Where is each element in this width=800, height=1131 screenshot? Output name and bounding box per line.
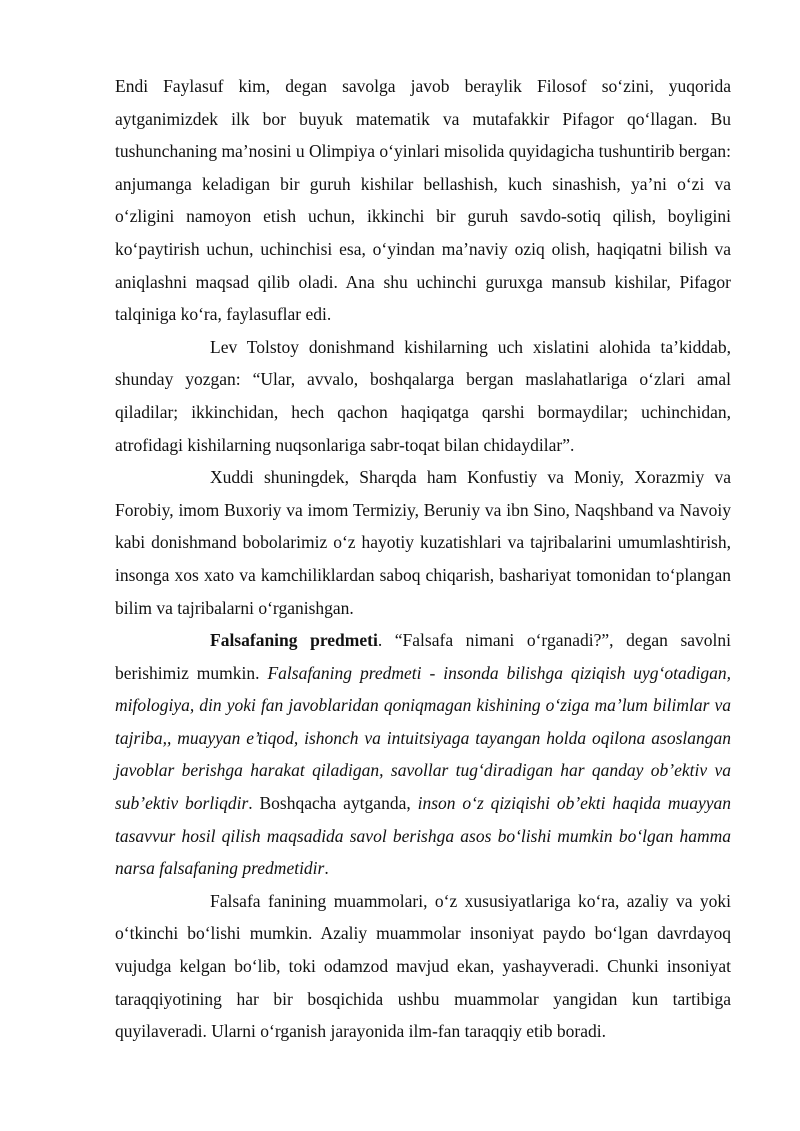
paragraph-philosopher-definition: Endi Faylasuf kim, degan savolga javob beraylik Filosof so‘zini, yuqorida aytganimizdek ilk bor buyuk matematik va mutafakkir Pifagor qo‘llagan. Bu tushunchaning ma’nosini u Olimpiya o‘yinlari misolida quyidagicha tushuntirib bergan: anjumanga keladigan bir guruh kishilar bellashish, kuch sinashish, ya’ni o‘zi va o‘zligini namoyon etish uchun, ikkinchi bir guruh savdo-sotiq qilish, boyligini ko‘paytirish uchun, uchinchisi esa, o‘yindan ma’naviy oziq olish, haqiqatni bilish va aniqlashni maqsad qilib oladi. Ana shu uchinchi guruxga mansub kishilar, Pifagor talqiniga ko‘ra, faylasuflar edi. — [115, 76, 731, 325]
paragraph-tolstoy-quote: Lev Tolstoy donishmand kishilarning uch xislatini alohida ta’kiddab, shunday yozgan: “Ular, avvalo, boshqalarga bergan maslahatlariga o‘zlari amal qiladilar; ikkinchidan, hech qachon haqiqatga qarshi bormaydilar; uchinchidan, atrofidagi kishilarning nuqsonlariga sabr-toqat bilan chidaydilar”. — [115, 336, 731, 455]
section-heading: Falsafaning predmeti — [210, 630, 378, 651]
question-text: . “Falsafa nimani o‘rganadi?”, degan savolni berishimiz mumkin. — [115, 630, 731, 683]
subject-conclusion: inson o‘z qiziqishi ob’ekti haqida muayyan tasavvur hosil qilish maqsadida savol berishga asos bo‘lishi mumkin bo‘lgan hamma narsa falsafaning predmetidir — [115, 793, 731, 879]
paragraph-problems-of-philosophy: Falsafa fanining muammolari, o‘z xususiyatlariga ko‘ra, azaliy va yoki o‘tkinchi bo‘lishi mumkin. Azaliy muammolar insoniyat paydo bo‘lgan davrdayoq vujudga kelgan bo‘lib, toki odamzod mavjud ekan, yashayveradi. Chunki insoniyat taraqqiyotining har bir bosqichida ushbu muammolar yangidan kun tartibiga quyilaveradi. Ularni o‘rganish jarayonida ilm-fan taraqqiy etib boradi. — [115, 890, 731, 1042]
document-page — [115, 70, 731, 1048]
transition-text: . Boshqacha aytganda, — [248, 793, 418, 814]
subject-definition: Falsafaning predmeti - insonda bilishga qiziqish uyg‘otadigan, mifologiya, din yoki fan javoblaridan qoniqmagan kishining o‘ziga ma’lum bilimlar va tajriba,, muayyan e’tiqod, ishonch va intuitsiyaga tayangan holda oqilona asoslangan javoblar berishga harakat qiladigan, savollar tug‘diradigan har qanday ob’ektiv va sub’ektiv borliqdir — [115, 662, 731, 814]
paragraph-eastern-scholars: Xuddi shuningdek, Sharqda ham Konfustiy va Moniy, Xorazmiy va Forobiy, imom Buxoriy va imom Termiziy, Beruniy va ibn Sino, Naqshband va Navoiy kabi donishmand bobolarimiz o‘z hayotiy kuzatishlari va tajribalarini umumlashtirish, insonga xos xato va kamchiliklardan saboq chiqarish, bashariyat tomonidan to‘plangan bilim va tajribalarni o‘rganishgan. — [115, 467, 731, 618]
paragraph-subject-of-philosophy — [115, 624, 731, 885]
end-punctuation: . — [324, 858, 329, 879]
